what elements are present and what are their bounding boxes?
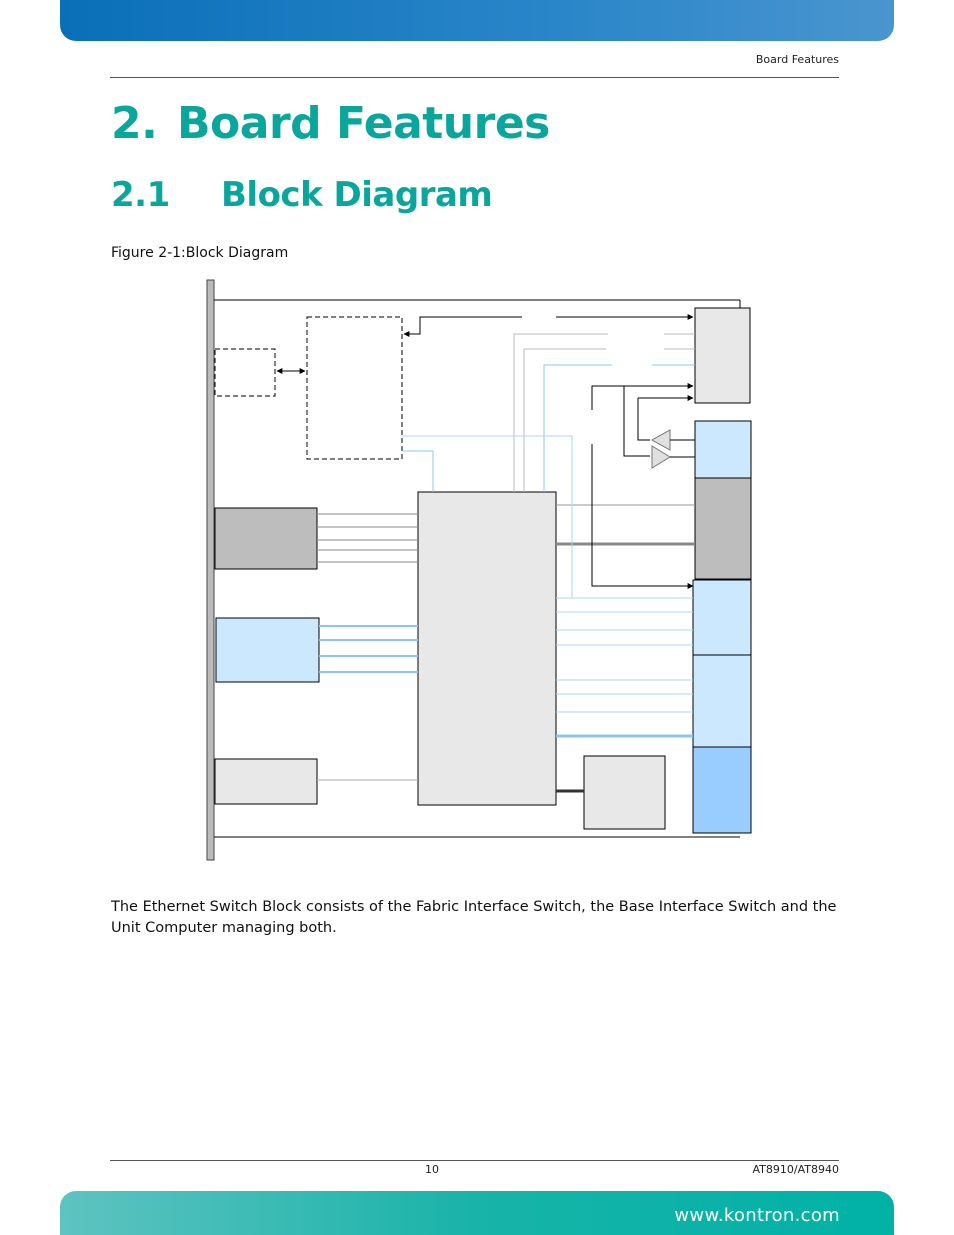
small-bottom-block [584,756,665,829]
chapter-heading [111,98,550,149]
left-lightblue-block [216,618,319,682]
header-band [60,0,894,41]
buffer-triangle-right [652,446,670,468]
right-gray-block [695,478,751,579]
links-gray [317,514,418,562]
website-link[interactable]: www.kontron.com [674,1205,840,1226]
central-switch-block [418,492,556,805]
right-lightblue-block-2 [693,655,751,747]
buffer-triangle-left [652,430,670,450]
front-panel [207,280,214,860]
header-rule [110,77,839,78]
right-lightblue-small [695,421,751,478]
block-diagram [200,275,760,865]
links-right [556,505,695,736]
chapter-number: 2. [111,98,158,149]
figure-caption: Figure 2-1:Block Diagram [111,245,289,261]
footer-rule [110,1160,839,1161]
right-lightblue-block-1 [693,580,751,655]
running-header: Board Features [755,53,839,66]
section-title: Block Diagram [221,175,493,215]
right-blue-block [693,747,751,833]
dashed-small-block [215,349,275,396]
left-gray-block [215,508,317,569]
dashed-tall-block [307,317,402,459]
links-blue [319,626,418,672]
chapter-title: Board Features [177,98,550,149]
section-heading [111,175,492,215]
right-top-block [695,308,750,403]
page-number: 10 [425,1163,439,1176]
footer-band [60,1191,894,1235]
body-paragraph: The Ethernet Switch Block consists of the Fabric Interface Switch, the Base Interface Switch and the Unit Computer managing both. [111,899,837,936]
left-lightgray-block [215,759,317,804]
section-number: 2.1 [111,175,170,215]
document-id: AT8910/AT8940 [752,1163,839,1176]
